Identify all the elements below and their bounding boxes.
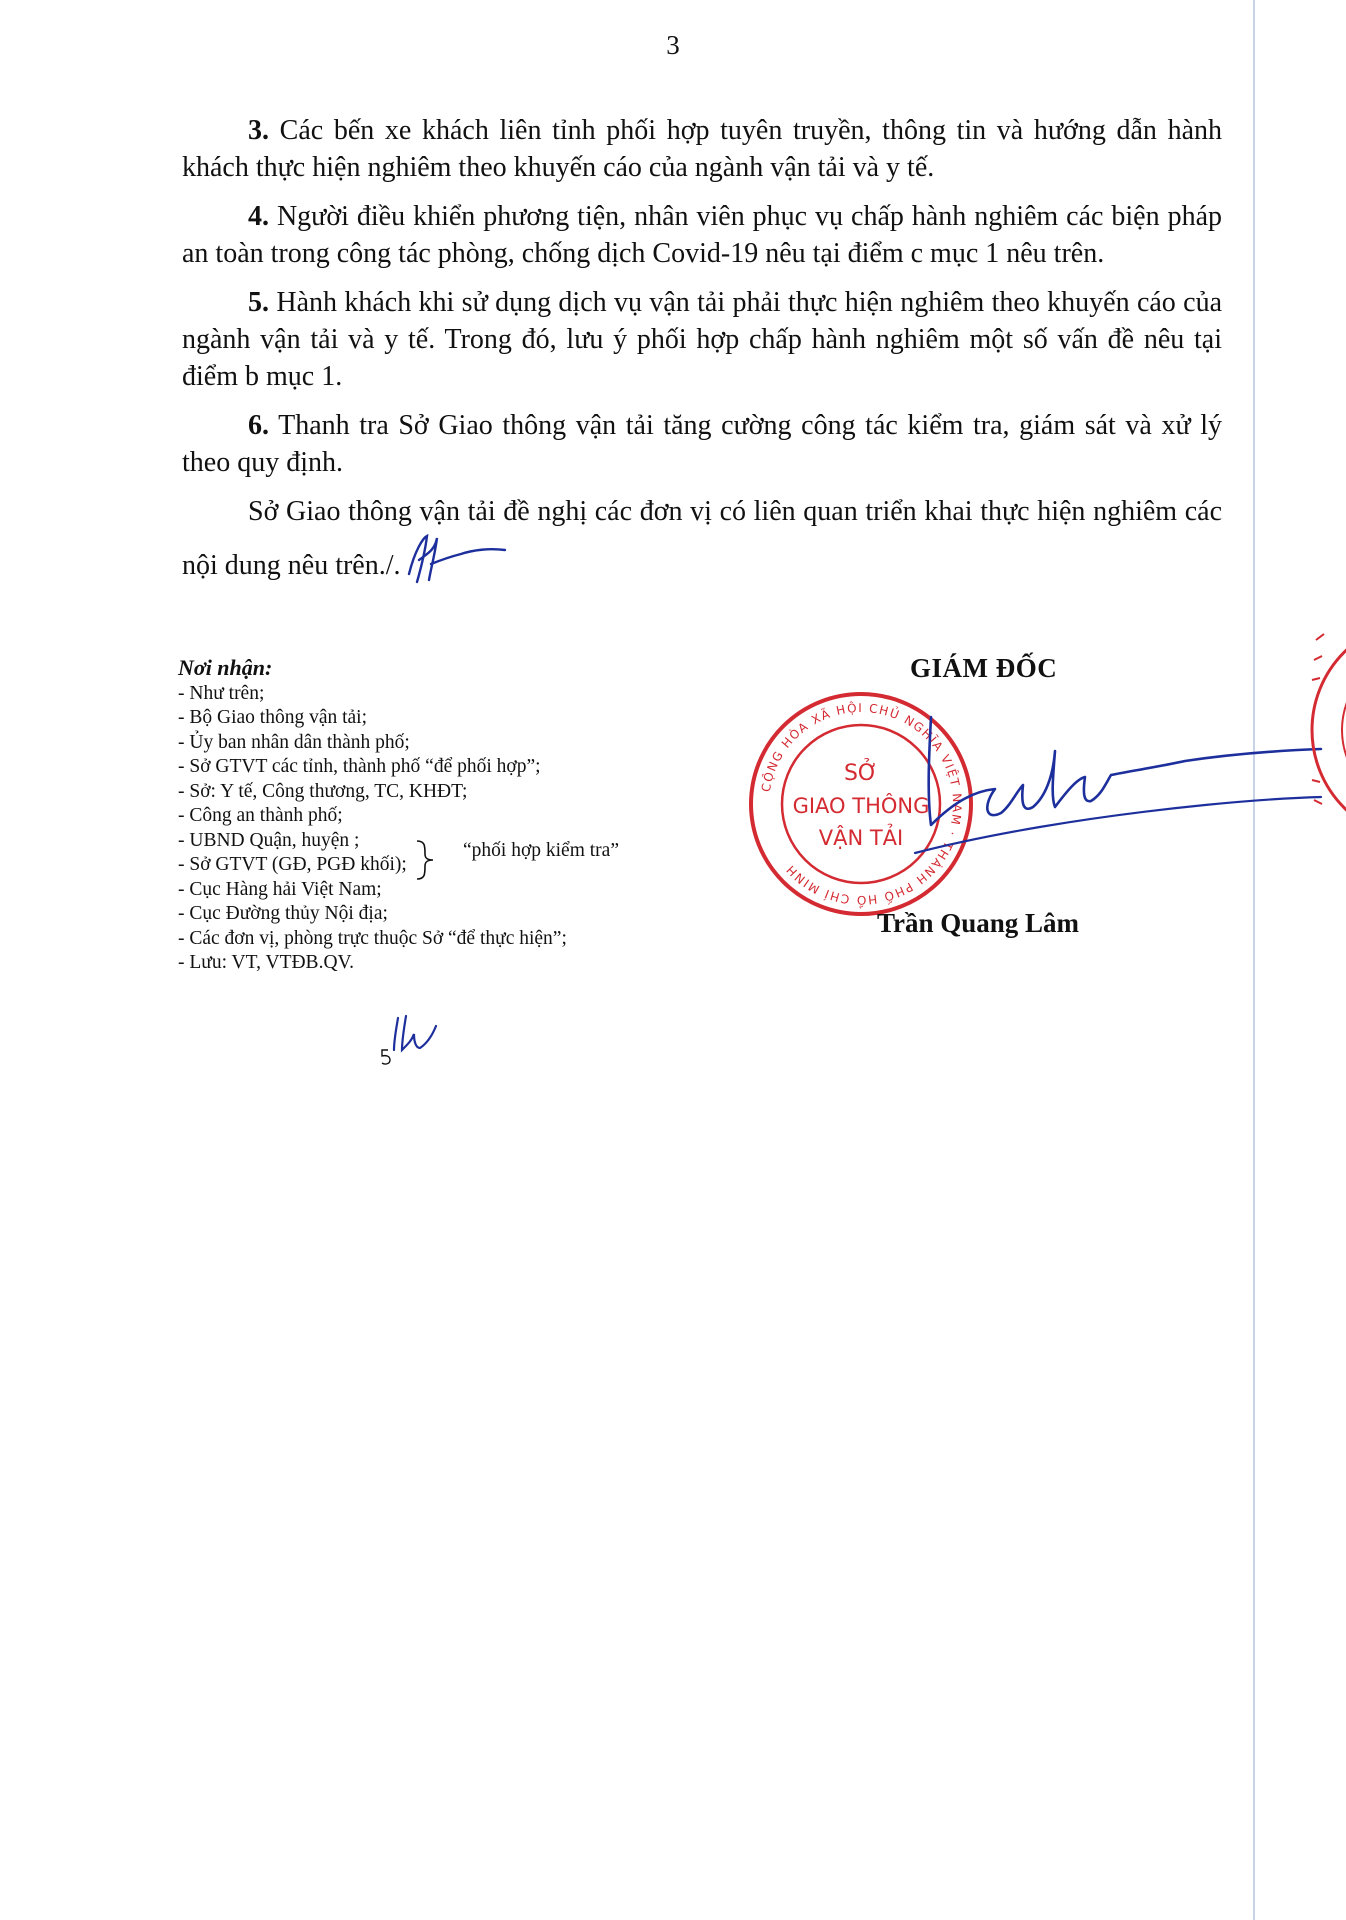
item-text: Các bến xe khách liên tỉnh phối hợp tuyên truyền, thông tin và hướng dẫn hành khách thực hiện nghiêm theo khuyến cáo của ngành vận tải và y tế. xyxy=(182,115,1222,183)
paragraph-item-6 xyxy=(182,407,1222,481)
item-text: Hành khách khi sử dụng dịch vụ vận tải phải thực hiện nghiêm theo khuyến cáo của ngành vận tải và y tế. Trong đó, lưu ý phối hợp chấp hành nghiêm một số vấn đề nêu tại điểm b mục 1. xyxy=(182,287,1222,392)
item-number: 4. xyxy=(248,201,269,232)
signer-name: Trần Quang Lâm xyxy=(877,908,1080,938)
svg-text:VẬN TẢI: VẬN TẢI xyxy=(818,826,904,850)
recipient-item: - Sở GTVT các tỉnh, thành phố “để phối hợp”; xyxy=(178,756,541,777)
handwritten-initial-mark xyxy=(380,1010,460,1066)
handwritten-initial-mark xyxy=(401,530,511,586)
paragraph-item-4 xyxy=(182,198,1222,272)
item-text: Người điều khiển phương tiện, nhân viên phục vụ chấp hành nghiêm các biện pháp an toàn trong công tác phòng, chống dịch Covid-19 nêu tại điểm c mục 1 nêu trên. xyxy=(182,201,1222,269)
closing-paragraph xyxy=(182,493,1222,586)
handwritten-signature xyxy=(905,705,1325,895)
recipient-item: - Bộ Giao thông vận tải; xyxy=(178,707,368,728)
item-text: Thanh tra Sở Giao thông vận tải tăng cường công tác kiểm tra, giám sát và xử lý theo quy định. xyxy=(182,410,1222,478)
document-body xyxy=(182,112,1222,598)
recipient-item: - Cục Hàng hải Việt Nam; xyxy=(178,878,382,900)
svg-text:GIAO THÔNG: GIAO THÔNG xyxy=(792,794,930,818)
page-number: 3 xyxy=(666,30,680,60)
recipient-item: - Sở GTVT (GĐ, PGĐ khối); xyxy=(178,854,407,875)
paragraph-item-5 xyxy=(182,284,1222,395)
recipient-item: - Cục Đường thủy Nội địa; xyxy=(178,903,388,924)
item-number: 3. xyxy=(248,115,269,146)
recipient-item: - Các đơn vị, phòng trực thuộc Sở “để thực hiện”; xyxy=(178,927,567,949)
curly-brace-icon xyxy=(413,838,439,882)
recipient-item: - Công an thành phố; xyxy=(178,805,343,826)
recipient-item: - Ủy ban nhân dân thành phố; xyxy=(178,731,410,753)
paragraph-item-3 xyxy=(182,112,1222,186)
closing-text: Sở Giao thông vận tải đề nghị các đơn vị có liên quan triển khai thực hiện nghiêm các nội dung nêu trên./. xyxy=(182,496,1222,581)
svg-text:SỞ: SỞ xyxy=(843,761,879,786)
recipients-list xyxy=(178,682,738,976)
recipients-heading: Nơi nhận: xyxy=(178,655,273,680)
recipient-item: - UBND Quận, huyện ; xyxy=(178,829,360,851)
svg-text:CỘNG HÒA XÃ HỘI CHỦ NGHĨA VIỆT: CỘNG HÒA XÃ HỘI CHỦ NGHĨA VIỆT NAM · THÀNH PHỐ HỒ CHÍ MINH xyxy=(758,700,965,908)
signer-title: GIÁM ĐỐC xyxy=(910,653,1058,683)
partial-stamp-edge xyxy=(1302,610,1346,850)
recipient-item: - Sở: Y tế, Công thương, TC, KHĐT; xyxy=(178,780,468,802)
recipient-item: - Như trên; xyxy=(178,682,265,704)
item-number: 5. xyxy=(248,287,269,318)
page-edge xyxy=(1253,0,1255,1920)
item-number: 6. xyxy=(248,410,269,441)
recipient-item: - Lưu: VT, VTĐB.QV. xyxy=(178,952,354,973)
brace-note-text: “phối hợp kiểm tra” xyxy=(463,840,619,861)
recipients-block xyxy=(178,656,738,976)
